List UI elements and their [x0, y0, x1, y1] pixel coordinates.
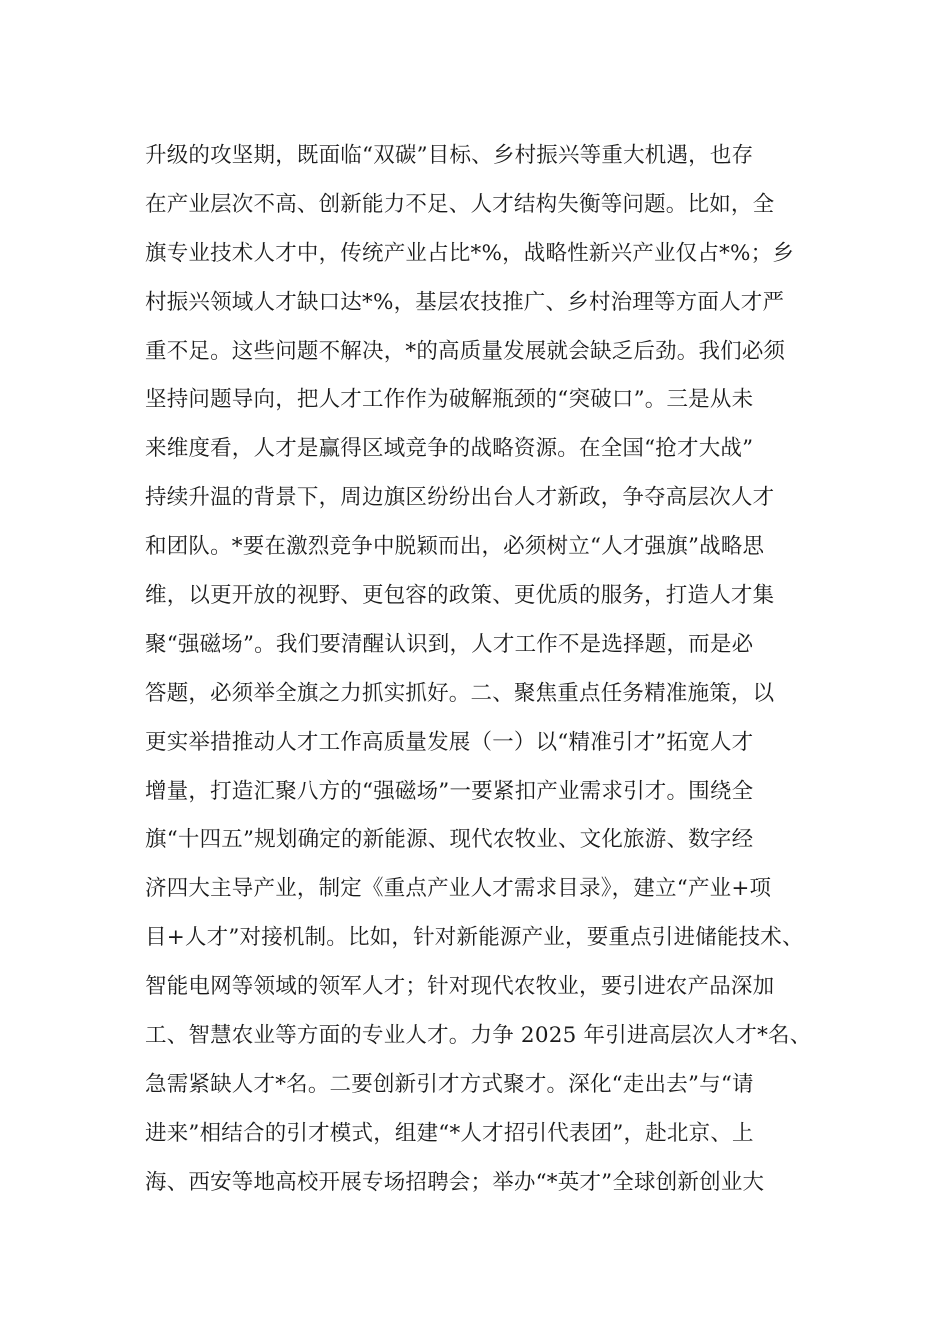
text-line: 急需紧缺人才*名。二要创新引才方式聚才。深化“走出去”与“请	[145, 1071, 754, 1097]
text-line: 在产业层次不高、创新能力不足、人才结构失衡等问题。比如，全	[145, 191, 775, 217]
text-line: 维，以更开放的视野、更包容的政策、更优质的服务，打造人才集	[145, 583, 775, 609]
text-line: 海、西安等地高校开展专场招聘会；举办“*英才”全球创新创业大	[145, 1169, 765, 1195]
text-line: 坚持问题导向，把人才工作作为破解瓶颈的“突破口”。三是从未	[145, 387, 754, 413]
text-line: 来维度看，人才是赢得区域竞争的战略资源。在全国“抢才大战”	[145, 436, 754, 462]
text-line: 工、智慧农业等方面的专业人才。力争 2025 年引进高层次人才*名、	[145, 1023, 812, 1049]
text-line: 旗专业技术人才中，传统产业占比*%，战略性新兴产业仅占*%；乡	[145, 240, 795, 266]
text-line: 进来”相结合的引才模式，组建“*人才招引代表团”，赴北京、上	[145, 1120, 754, 1146]
text-line: 持续升温的背景下，周边旗区纷纷出台人才新政，争夺高层次人才	[145, 485, 775, 511]
text-line: 目+人才”对接机制。比如，针对新能源产业，要重点引进储能技术、	[145, 925, 804, 951]
text-line: 智能电网等领域的领军人才；针对现代农牧业，要引进农产品深加	[145, 974, 775, 1000]
text-line: 旗“十四五”规划确定的新能源、现代农牧业、文化旅游、数字经	[145, 827, 754, 853]
text-line: 聚“强磁场”。我们要清醒认识到，人才工作不是选择题，而是必	[145, 631, 754, 657]
text-line: 村振兴领域人才缺口达*%，基层农技推广、乡村治理等方面人才严	[145, 289, 785, 315]
text-line: 重不足。这些问题不解决，*的高质量发展就会缺乏后劲。我们必须	[145, 338, 786, 364]
body-text	[145, 132, 845, 1208]
text-line: 更实举措推动人才工作高质量发展（一）以“精准引才”拓宽人才	[145, 729, 754, 755]
text-line: 和团队。*要在激烈竞争中脱颖而出，必须树立“人才强旗”战略思	[145, 534, 765, 560]
text-line: 升级的攻坚期，既面临“双碳”目标、乡村振兴等重大机遇，也存	[145, 143, 754, 168]
text-line: 答题，必须举全旗之力抓实抓好。二、聚焦重点任务精准施策，以	[145, 680, 775, 706]
text-line: 济四大主导产业，制定《重点产业人才需求目录》，建立“产业+项	[145, 876, 772, 902]
text-line: 增量，打造汇聚八方的“强磁场”一要紧扣产业需求引才。围绕全	[145, 778, 754, 804]
